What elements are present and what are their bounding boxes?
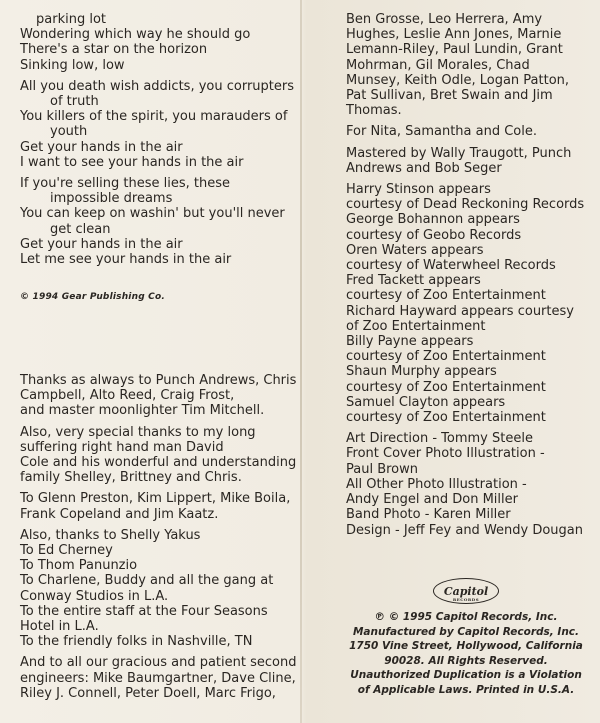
credit-line: Band Photo - Karen Miller: [346, 507, 511, 523]
credit-line: Shaun Murphy appears: [346, 364, 497, 380]
thanks-line: family Shelley, Brittney and Chris.: [20, 470, 242, 486]
thanks-line: To the friendly folks in Nashville, TN: [20, 634, 253, 650]
label-line: of Applicable Laws. Printed in U.S.A.: [357, 683, 575, 696]
credit-line: courtesy of Dead Reckoning Records: [346, 197, 585, 213]
lyric-line: Sinking low, low: [20, 57, 125, 73]
credit-line: courtesy of Zoo Entertainment: [346, 349, 546, 365]
credit-line: Ben Grosse, Leo Herrera, Amy: [346, 12, 543, 27]
credit-line: of Zoo Entertainment: [346, 318, 486, 334]
credit-line: Harry Stinson appears: [346, 182, 491, 198]
lyric-line: There's a star on the horizon: [20, 42, 208, 58]
lyric-line: Get your hands in the air: [20, 139, 183, 155]
lyric-line: get clean: [50, 221, 111, 237]
thanks-line: Frank Copeland and Jim Kaatz.: [20, 506, 219, 522]
lyric-line: parking lot: [36, 12, 106, 27]
thanks-line: and master moonlighter Tim Mitchell.: [20, 403, 265, 419]
credit-line: Mohrman, Gil Morales, Chad: [346, 57, 530, 73]
credit-line: Pat Sullivan, Bret Swain and Jim: [346, 88, 553, 104]
thanks-block: [20, 373, 296, 701]
credit-line: Oren Waters appears: [346, 242, 484, 258]
thanks-line: Campbell, Alto Reed, Craig Frost,: [20, 388, 235, 404]
credit-line: Front Cover Photo Illustration -: [346, 446, 545, 462]
credit-line: courtesy of Zoo Entertainment: [346, 410, 546, 426]
credit-line: Andrews and Bob Seger: [346, 160, 502, 176]
lyric-line: impossible dreams: [50, 191, 173, 207]
thanks-line: To Ed Cherney: [20, 543, 113, 559]
credit-line: Mastered by Wally Traugott, Punch: [346, 145, 572, 161]
capitol-logo: Capitol RECORDS: [433, 578, 499, 604]
label-info: [346, 578, 586, 697]
lyric-line: youth: [50, 124, 88, 140]
credit-line: courtesy of Waterwheel Records: [346, 258, 556, 274]
label-line: 90028. All Rights Reserved.: [384, 654, 548, 667]
center-fold: [300, 0, 302, 723]
thanks-line: Riley J. Connell, Peter Doell, Marc Frigo,: [20, 685, 276, 701]
credit-line: Andy Engel and Don Miller: [346, 492, 518, 508]
lyric-line: If you're selling these lies, these: [20, 176, 231, 192]
thanks-line: And to all our gracious and patient second: [20, 655, 297, 671]
lyric-line: Wondering which way he should go: [20, 27, 251, 43]
label-credit-lines: [346, 610, 586, 697]
label-line: 1750 Vine Street, Hollywood, California: [349, 640, 583, 652]
credit-line: Lemann-Riley, Paul Lundin, Grant: [346, 42, 563, 58]
lyric-line: Let me see your hands in the air: [20, 252, 232, 268]
thanks-line: To Charlene, Buddy and all the gang at: [20, 573, 274, 589]
credit-line: courtesy of Geobo Records: [346, 227, 522, 243]
credit-line: Munsey, Keith Odle, Logan Patton,: [346, 72, 570, 88]
thanks-line: To Thom Panunzio: [20, 558, 138, 574]
thanks-line: Thanks as always to Punch Andrews, Chris: [20, 373, 297, 388]
lyric-line: You killers of the spirit, you marauders of: [20, 109, 288, 125]
thanks-line: Also, very special thanks to my long: [20, 424, 256, 440]
lyric-line: I want to see your hands in the air: [20, 154, 244, 170]
credit-line: Design - Jeff Fey and Wendy Dougan: [346, 522, 584, 538]
thanks-line: Cole and his wonderful and understanding: [20, 455, 297, 471]
credit-line: courtesy of Zoo Entertainment: [346, 379, 546, 395]
thanks-line: suffering right hand man David: [20, 439, 224, 455]
thanks-line: Conway Studios in L.A.: [20, 588, 169, 604]
credit-line: For Nita, Samantha and Cole.: [346, 124, 537, 140]
credits-block: [346, 12, 584, 538]
lyrics-copyright: © 1994 Gear Publishing Co.: [20, 292, 165, 302]
lyric-line: All you death wish addicts, you corrupters: [20, 78, 294, 94]
thanks-line: Also, thanks to Shelly Yakus: [20, 527, 201, 543]
label-line: Manufactured by Capitol Records, Inc.: [352, 625, 580, 638]
credit-line: Richard Hayward appears courtesy: [346, 303, 574, 319]
credit-line: courtesy of Zoo Entertainment: [346, 288, 546, 304]
thanks-line: To the entire staff at the Four Seasons: [20, 603, 268, 619]
credit-line: Art Direction - Tommy Steele: [346, 431, 533, 447]
lyric-line: Get your hands in the air: [20, 236, 183, 252]
credit-line: Hughes, Leslie Ann Jones, Marnie: [346, 27, 562, 43]
credit-line: George Bohannon appears: [346, 212, 520, 228]
credit-line: Paul Brown: [346, 461, 419, 477]
thanks-line: Hotel in L.A.: [20, 619, 99, 635]
thanks-line: engineers: Mike Baumgartner, Dave Cline,: [20, 670, 296, 686]
credit-line: Thomas.: [346, 103, 402, 119]
lyrics-block: [20, 12, 294, 267]
label-line: ℗ © 1995 Capitol Records, Inc.: [374, 611, 558, 623]
thanks-line: To Glenn Preston, Kim Lippert, Mike Boila,: [20, 491, 291, 507]
label-line: Unauthorized Duplication is a Violation: [350, 669, 582, 681]
credit-line: Samuel Clayton appears: [346, 394, 506, 410]
credit-line: Fred Tackett appears: [346, 273, 481, 289]
lyric-line: of truth: [50, 94, 99, 110]
credit-line: All Other Photo Illustration -: [346, 476, 527, 492]
credit-line: Billy Payne appears: [346, 334, 474, 350]
lyric-line: You can keep on washin' but you'll never: [20, 206, 285, 222]
